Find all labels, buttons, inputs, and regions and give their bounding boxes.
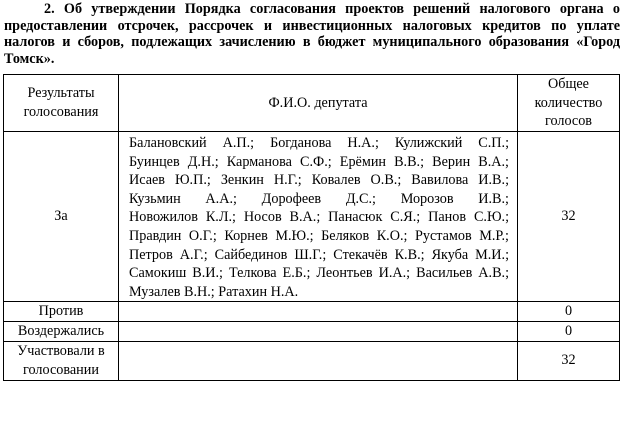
deputy-name: Рустамов М.Р.; (414, 227, 509, 244)
deputy-name: Панов С.Ю.; (428, 209, 510, 226)
row-against-label: Против (4, 302, 119, 322)
row-for (4, 132, 620, 302)
row-abstained (4, 321, 620, 341)
deputy-name: Кулижский С.П.; (394, 135, 510, 151)
deputy-name: Правдин О.Г.; (129, 227, 217, 244)
item-title: Об утверждении Порядка согласования проектов решений налогового органа о предоставлении отсрочек, рассрочек и инвестиционных налоговых кредитов по уплате налогов и сборов, подлежащих зачислению в бюджет муниципального образования «Город Томск». (4, 1, 620, 67)
row-against-total: 0 (518, 302, 620, 322)
row-abstained-label: Воздержались (4, 321, 119, 341)
deputy-name: Сайбединов Ш.Г.; (214, 246, 327, 263)
deputy-name: Верин В.А.; (432, 153, 509, 170)
row-abstained-total: 0 (518, 321, 620, 341)
deputies-list (119, 132, 518, 302)
row-participated-label: Участвовали в голосовании (4, 341, 119, 380)
row-against (4, 302, 620, 322)
voting-results-table (3, 74, 620, 381)
deputy-name: Носов В.А.; (243, 209, 321, 226)
deputy-name: Корнев М.Ю.; (224, 227, 314, 244)
row-for-label: За (4, 132, 119, 302)
deputy-name: Ерёмин В.В.; (339, 153, 425, 170)
deputy-name: Дорофеев Д.С.; (261, 190, 376, 207)
item-heading (4, 1, 620, 67)
header-row (4, 75, 620, 132)
deputy-name: Балановский А.П.; (129, 135, 255, 151)
header-total: Общее количество голосов (518, 75, 620, 132)
deputy-name: Вавилова И.В.; (411, 172, 510, 189)
deputy-name: Васильев А.В.; (416, 265, 510, 282)
deputy-name: Панасюк С.Я.; (328, 209, 421, 226)
deputy-name: Кузьмин А.А.; (129, 190, 237, 207)
deputy-name: Якуба М.И.; (431, 246, 510, 263)
header-results: Результаты голосования (4, 75, 119, 132)
deputy-name: Самокиш В.И.; (129, 265, 223, 282)
deputy-name: Карманова С.Ф.; (226, 153, 332, 170)
deputy-name: Музалев В.Н.; (129, 283, 215, 300)
row-participated (4, 341, 620, 380)
deputy-name: Ратахин Н.А. (218, 283, 299, 300)
item-number: 2. (44, 1, 55, 17)
deputy-name: Леонтьев И.А.; (316, 265, 411, 282)
header-names: Ф.И.О. депутата (119, 75, 518, 132)
deputy-name: Зенкин Н.Г.; (220, 172, 302, 189)
deputy-name: Богданова Н.А.; (270, 135, 379, 151)
deputy-name: Беляков К.О.; (321, 227, 408, 244)
row-against-names (119, 302, 518, 322)
row-for-total: 32 (518, 132, 620, 302)
deputy-name: Стекачёв К.В.; (333, 246, 425, 263)
row-participated-names (119, 341, 518, 380)
deputy-name: Новожилов К.Л.; (129, 209, 236, 226)
deputy-name: Исаев Ю.П.; (129, 172, 211, 189)
row-abstained-names (119, 321, 518, 341)
row-participated-total: 32 (518, 341, 620, 380)
deputy-name: Морозов И.В.; (400, 190, 510, 207)
deputy-name: Петров А.Г.; (129, 246, 208, 263)
deputy-name: Буинцев Д.Н.; (129, 153, 219, 170)
deputy-name: Телкова Е.Б.; (228, 265, 311, 282)
deputy-name: Ковалев О.В.; (311, 172, 402, 189)
